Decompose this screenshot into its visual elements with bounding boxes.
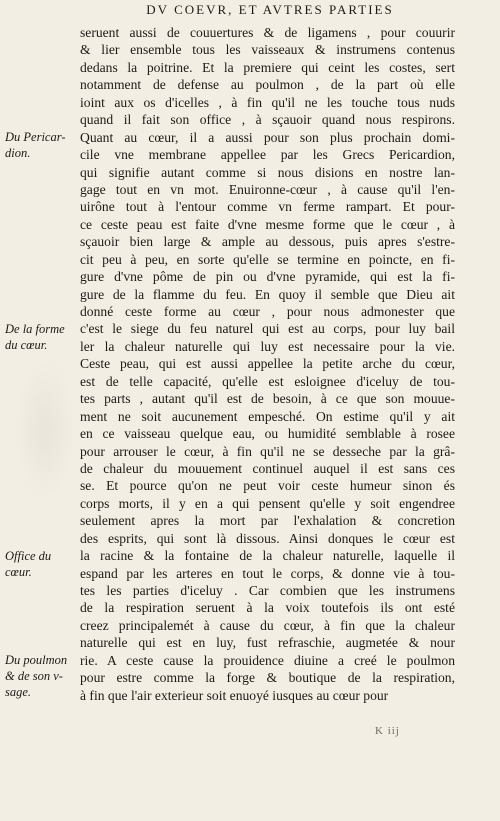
text-line: de chaleur du mouuement continuel auquel il est sans ces <box>80 460 455 476</box>
text-line: ioint aux os d'icelles , à fin qu'il ne les touche tous nuds <box>80 94 455 110</box>
text-line: en ce vaisseau quelque eau, ou humidité semblable à rosee <box>80 426 455 442</box>
text-line: tes parts , autant qu'il est de besoin, à ce que son mouue- <box>80 391 455 407</box>
text-line: pour estre comme la forge & boutique de la respiration, <box>80 670 455 686</box>
margin-note <box>5 321 77 353</box>
text-line: seulement apres la mort par l'exhalation & concretion <box>80 513 455 529</box>
text-line: notamment de defense au poulmon , de la part où elle <box>80 77 455 93</box>
text-line: Ceste peau, qui est aussi appellee la petite arche du cœur, <box>80 356 455 372</box>
text-line: sçauoir bien large & ample au dessous, puis apres s'estre- <box>80 234 455 250</box>
text-line: rie. A ceste cause la prouidence diuine a creé le poulmon <box>80 652 455 668</box>
text-line: creez principalemét à cause du cœur, à fin que la chaleur <box>80 617 455 633</box>
text-line: est de telle capacité, qu'elle est esloignee d'iceluy de tou- <box>80 373 455 389</box>
text-line: à fin que l'air exterieur soit enuoyé iusques au cœur pour <box>80 687 389 703</box>
margin-note <box>5 129 77 161</box>
text-line: c'est le siege du feu naturel qui est au corps, pour luy bail <box>80 321 455 337</box>
ink-bleed-mark <box>15 360 75 500</box>
text-line: se. Et pource qu'on ne peut voir ceste humeur sinon és <box>80 478 455 494</box>
text-line: des esprits, qui sont là dissous. Ainsi donques le cœur est <box>80 530 455 546</box>
text-line: & lier ensemble tous les vaisseaux & instrumens contenus <box>80 42 455 58</box>
text-line: pour arrouser le cœur, à fin qu'il ne se desseche par la grâ- <box>80 443 455 459</box>
text-line: de la respiration seruent à la voix toutefois ils ont esté <box>80 600 455 616</box>
margin-note-line: Office du <box>5 548 52 563</box>
margin-note-line: Du Pericar- <box>5 129 66 144</box>
text-line: quand il fait son office , à sçauoir quand nous respirons. <box>80 112 455 128</box>
text-line: ce ceste peau est faite d'vne mesme forme que le cœur , à <box>80 216 455 232</box>
text-line: dedans la poitrine. Et la premiere qui ceint les costes, sert <box>80 59 455 75</box>
text-line: cile vne membrane appellee par les Grecs Pericardion, <box>80 147 455 163</box>
text-line: ler la chaleur naturelle qui luy est necessaire pour la vie. <box>80 338 455 354</box>
margin-note-line: & de son v- <box>5 669 63 684</box>
text-line: tes les parties d'iceluy . Car combien que les instrumens <box>80 583 455 598</box>
margin-note-line: sage. <box>5 685 32 700</box>
text-line: espand par les arteres en tout le corps, & donne vie à tou- <box>80 565 455 581</box>
text-line: gure de la flamme du feu. En quoy il semble que Dieu ait <box>80 286 455 302</box>
signature-mark: K iij <box>375 725 400 737</box>
margin-note-line: De la forme <box>5 321 65 336</box>
text-line: gure d'vne pôme de pin ou d'vne pyramide, qui est la fi- <box>80 269 455 285</box>
text-line: donné ceste forme au cœur , pour nous admonester que <box>80 304 455 319</box>
margin-note-line: Du poulmon <box>5 653 68 668</box>
text-line: gage tout en vn mot. Enuironne-cœur , à cause qu'il l'en- <box>80 181 455 197</box>
text-line: qui signifie autant comme si nous disions en nostre lan- <box>80 164 455 180</box>
margin-note-line: cœur. <box>5 564 32 579</box>
text-line: corps morts, il y en a qui pensent qu'elle y soit engendree <box>80 495 455 511</box>
text-line: seruent aussi de couuertures & de ligamens , pour couurir <box>80 25 455 40</box>
text-line: la racine & la fontaine de la chaleur naturelle, laquelle il <box>80 548 455 564</box>
text-line: ment ne soit aucunement empesché. On estime qu'il y ait <box>80 408 455 424</box>
text-line: Quant au cœur, il a aussi pour son plus prochain domi- <box>80 129 455 145</box>
text-line: naturelle qui est en luy, fust refraschie, augmetée & nour <box>80 635 455 651</box>
running-head: DV COEVR, ET AVTRES PARTIES <box>146 2 394 17</box>
margin-note <box>5 652 77 700</box>
margin-note <box>5 548 77 580</box>
text-line: uirône tout à l'entour comme vn ferme rampart. Et pour- <box>80 199 455 215</box>
margin-note-line: du cœur. <box>5 337 48 352</box>
text-line: cit peu à peu, en sorte qu'elle se termine en poincte, en fi- <box>80 251 455 267</box>
margin-note-line: dion. <box>5 145 31 160</box>
body-text <box>80 24 455 704</box>
